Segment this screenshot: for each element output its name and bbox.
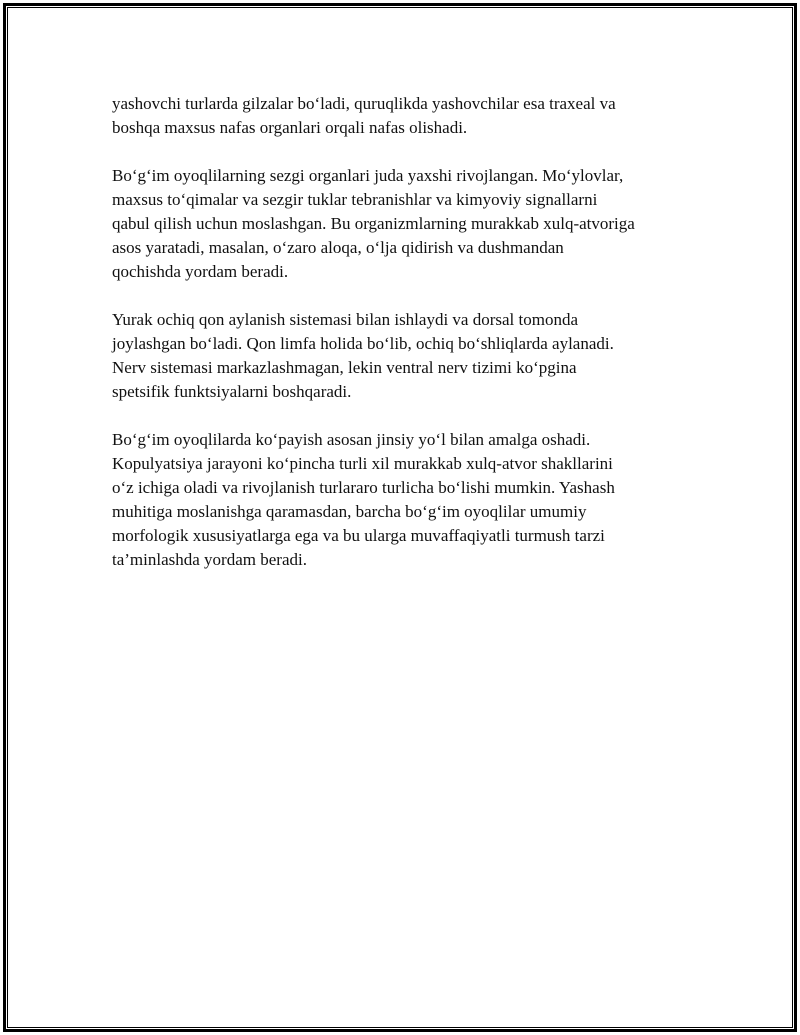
text-line: o‘z ichiga oladi va rivojlanish turlararo turlicha bo‘lishi mumkin. Yashash — [112, 478, 615, 497]
text-line: ta’minlashda yordam beradi. — [112, 550, 307, 569]
text-line: morfologik xususiyatlarga ega va bu ularga muvaffaqiyatli turmush tarzi — [112, 526, 605, 545]
text-line: joylashgan bo‘ladi. Qon limfa holida bo‘lib, ochiq bo‘shliqlarda aylanadi. — [112, 334, 614, 353]
text-line: qochishda yordam beradi. — [112, 262, 289, 281]
document-body — [112, 92, 692, 596]
text-line: Kopulyatsiya jarayoni ko‘pincha turli xil murakkab xulq-atvor shakllarini — [112, 454, 613, 473]
text-line: Yurak ochiq qon aylanish sistemasi bilan ishlaydi va dorsal tomonda — [112, 310, 579, 329]
paragraph-1 — [112, 92, 692, 140]
paragraph-2 — [112, 164, 692, 284]
text-line: Nerv sistemasi markazlashmagan, lekin ventral nerv tizimi ko‘pgina — [112, 358, 577, 377]
paragraph-4 — [112, 428, 692, 572]
text-line: boshqa maxsus nafas organlari orqali nafas olishadi. — [112, 118, 468, 137]
text-line: spetsifik funktsiyalarni boshqaradi. — [112, 382, 352, 401]
text-line: asos yaratadi, masalan, o‘zaro aloqa, o‘lja qidirish va dushmandan — [112, 238, 564, 257]
text-line: yashovchi turlarda gilzalar bo‘ladi, quruqlikda yashovchilar esa traxeal va — [112, 94, 616, 113]
text-line: Bo‘g‘im oyoqlilarda ko‘payish asosan jinsiy yo‘l bilan amalga oshadi. — [112, 430, 591, 449]
paragraph-3 — [112, 308, 692, 404]
text-line: qabul qilish uchun moslashgan. Bu organizmlarning murakkab xulq-atvoriga — [112, 214, 635, 233]
text-line: Bo‘g‘im oyoqlilarning sezgi organlari juda yaxshi rivojlangan. Mo‘ylovlar, — [112, 166, 624, 185]
text-line: muhitiga moslanishga qaramasdan, barcha bo‘g‘im oyoqlilar umumiy — [112, 502, 587, 521]
text-line: maxsus to‘qimalar va sezgir tuklar tebranishlar va kimyoviy signallarni — [112, 190, 598, 209]
